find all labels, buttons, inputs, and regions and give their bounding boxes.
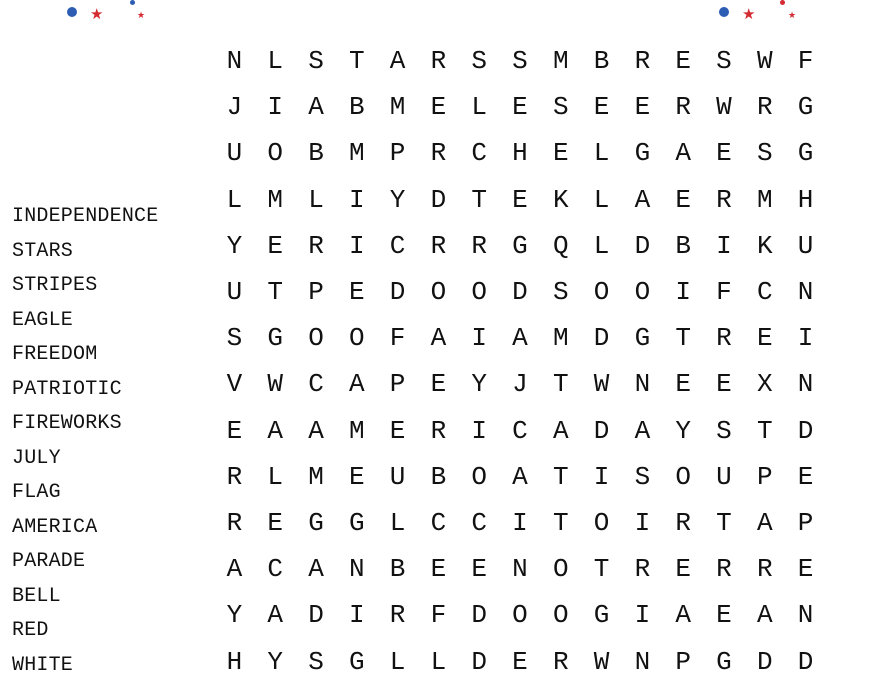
- grid-letter[interactable]: O: [430, 277, 447, 308]
- grid-letter[interactable]: E: [675, 46, 691, 77]
- grid-row: [214, 408, 826, 454]
- grid-letter[interactable]: G: [634, 138, 651, 169]
- grid-row: [214, 315, 826, 361]
- grid-letter[interactable]: M: [267, 184, 283, 215]
- word-list-item: FREEDOM: [12, 343, 98, 366]
- grid-letter[interactable]: E: [756, 323, 773, 354]
- word-list-item: PARADE: [12, 550, 86, 573]
- grid-row: [214, 269, 826, 315]
- grid-letter[interactable]: O: [552, 600, 569, 631]
- grid-letter[interactable]: R: [430, 230, 447, 261]
- word-list-item: RED: [12, 619, 49, 642]
- grid-letter[interactable]: H: [512, 138, 528, 169]
- grid-letter[interactable]: E: [512, 646, 528, 677]
- grid-letter[interactable]: L: [593, 138, 610, 169]
- grid-row: [214, 592, 826, 638]
- grid-row: [214, 454, 826, 500]
- grid-letter[interactable]: A: [512, 323, 528, 354]
- grid-letter[interactable]: L: [593, 230, 610, 261]
- grid-letter[interactable]: K: [552, 184, 569, 215]
- grid-letter[interactable]: D: [634, 230, 651, 261]
- grid-letter[interactable]: A: [308, 415, 324, 446]
- grid-letter[interactable]: A: [348, 369, 365, 400]
- grid-letter[interactable]: C: [267, 554, 283, 585]
- grid-letter[interactable]: R: [675, 92, 691, 123]
- grid-letter[interactable]: T: [552, 369, 569, 400]
- grid-letter[interactable]: S: [226, 323, 243, 354]
- grid-letter[interactable]: G: [797, 92, 814, 123]
- grid-letter[interactable]: G: [797, 138, 814, 169]
- grid-letter[interactable]: R: [430, 415, 447, 446]
- grid-letter[interactable]: D: [389, 277, 406, 308]
- grid-letter[interactable]: D: [797, 646, 814, 677]
- grid-letter[interactable]: Y: [226, 230, 243, 261]
- grid-letter[interactable]: E: [471, 554, 487, 585]
- grid-letter[interactable]: C: [308, 369, 324, 400]
- star-icon: ★: [788, 11, 797, 21]
- grid-letter[interactable]: L: [471, 92, 487, 123]
- grid-letter[interactable]: S: [716, 415, 732, 446]
- grid-letter[interactable]: T: [267, 277, 283, 308]
- grid-letter[interactable]: G: [716, 646, 732, 677]
- grid-letter[interactable]: A: [756, 507, 773, 538]
- grid-letter[interactable]: I: [471, 415, 487, 446]
- grid-letter[interactable]: G: [512, 230, 528, 261]
- grid-letter[interactable]: A: [634, 184, 651, 215]
- grid-letter[interactable]: A: [756, 600, 773, 631]
- grid-letter[interactable]: T: [675, 323, 691, 354]
- grid-letter[interactable]: Y: [675, 415, 691, 446]
- grid-letter[interactable]: I: [593, 461, 610, 492]
- grid-letter[interactable]: D: [512, 277, 528, 308]
- grid-letter[interactable]: L: [593, 184, 610, 215]
- grid-letter[interactable]: S: [634, 461, 651, 492]
- grid-letter[interactable]: W: [716, 92, 732, 123]
- grid-letter[interactable]: N: [226, 46, 243, 77]
- grid-letter[interactable]: R: [756, 554, 773, 585]
- grid-letter[interactable]: O: [267, 138, 283, 169]
- grid-letter[interactable]: W: [593, 646, 610, 677]
- grid-letter[interactable]: N: [797, 600, 814, 631]
- grid-letter[interactable]: R: [226, 461, 243, 492]
- grid-letter[interactable]: A: [675, 600, 691, 631]
- grid-letter[interactable]: E: [716, 600, 732, 631]
- grid-letter[interactable]: A: [512, 461, 528, 492]
- grid-letter[interactable]: E: [716, 138, 732, 169]
- grid-letter[interactable]: I: [797, 323, 814, 354]
- word-list-item: STARS: [12, 239, 74, 263]
- grid-letter[interactable]: Y: [471, 369, 487, 400]
- grid-letter[interactable]: E: [430, 369, 447, 400]
- grid-letter[interactable]: R: [716, 554, 732, 585]
- grid-letter[interactable]: I: [675, 277, 691, 308]
- grid-letter[interactable]: M: [389, 92, 406, 123]
- grid-letter[interactable]: N: [512, 554, 528, 585]
- grid-row: [214, 546, 826, 592]
- word-list-item: PATRIOTIC: [12, 377, 122, 401]
- grid-letter[interactable]: A: [267, 600, 283, 631]
- grid-letter[interactable]: A: [675, 138, 691, 169]
- grid-letter[interactable]: Y: [389, 184, 406, 215]
- grid-letter[interactable]: J: [226, 92, 243, 123]
- grid-letter[interactable]: D: [471, 600, 487, 631]
- grid-letter[interactable]: I: [512, 507, 528, 538]
- grid-letter[interactable]: U: [226, 277, 243, 308]
- grid-letter[interactable]: M: [348, 138, 365, 169]
- grid-letter[interactable]: A: [267, 415, 283, 446]
- grid-letter[interactable]: I: [471, 323, 487, 354]
- grid-letter[interactable]: I: [348, 230, 365, 261]
- dot-icon: [719, 7, 729, 17]
- grid-letter[interactable]: E: [675, 184, 691, 215]
- grid-letter[interactable]: T: [348, 46, 365, 77]
- grid-letter[interactable]: P: [389, 138, 406, 169]
- grid-letter[interactable]: A: [308, 92, 324, 123]
- grid-letter[interactable]: S: [552, 92, 569, 123]
- grid-letter[interactable]: R: [389, 600, 406, 631]
- grid-letter[interactable]: R: [308, 230, 324, 261]
- grid-letter[interactable]: X: [756, 369, 773, 400]
- grid-letter[interactable]: R: [552, 646, 569, 677]
- grid-letter[interactable]: R: [756, 92, 773, 123]
- grid-letter[interactable]: O: [308, 323, 324, 354]
- grid-letter[interactable]: J: [512, 369, 528, 400]
- grid-letter[interactable]: O: [348, 323, 365, 354]
- grid-letter[interactable]: I: [348, 184, 365, 215]
- word-list-item: WHITE: [12, 653, 74, 677]
- grid-row: [214, 84, 826, 130]
- grid-letter[interactable]: D: [430, 184, 447, 215]
- grid-row: [214, 638, 826, 684]
- grid-letter[interactable]: P: [308, 277, 324, 308]
- grid-row: [214, 130, 826, 176]
- grid-letter[interactable]: S: [308, 46, 324, 77]
- grid-letter[interactable]: T: [471, 184, 487, 215]
- grid-letter[interactable]: I: [634, 507, 651, 538]
- letter-grid: [214, 38, 826, 685]
- star-icon: ★: [742, 5, 756, 23]
- grid-row: [214, 177, 826, 223]
- grid-letter[interactable]: G: [593, 600, 610, 631]
- grid-letter[interactable]: P: [675, 646, 691, 677]
- grid-letter[interactable]: O: [593, 507, 610, 538]
- grid-letter[interactable]: R: [634, 46, 651, 77]
- grid-letter[interactable]: R: [430, 46, 447, 77]
- grid-letter[interactable]: G: [348, 507, 365, 538]
- grid-letter[interactable]: O: [552, 554, 569, 585]
- star-icon: ★: [137, 11, 146, 21]
- grid-letter[interactable]: E: [267, 507, 283, 538]
- grid-letter[interactable]: O: [471, 461, 487, 492]
- grid-letter[interactable]: T: [552, 461, 569, 492]
- grid-letter[interactable]: C: [471, 507, 487, 538]
- grid-letter[interactable]: U: [797, 230, 814, 261]
- grid-letter[interactable]: S: [756, 138, 773, 169]
- grid-letter[interactable]: S: [308, 646, 324, 677]
- grid-letter[interactable]: E: [226, 415, 243, 446]
- grid-letter[interactable]: S: [552, 277, 569, 308]
- grid-row: [214, 500, 826, 546]
- grid-letter[interactable]: Q: [552, 230, 569, 261]
- grid-letter[interactable]: N: [634, 369, 651, 400]
- grid-letter[interactable]: H: [797, 184, 814, 215]
- grid-letter[interactable]: B: [593, 46, 610, 77]
- grid-letter[interactable]: D: [756, 646, 773, 677]
- grid-letter[interactable]: Y: [267, 646, 283, 677]
- dot-icon: [130, 0, 135, 5]
- grid-letter[interactable]: H: [226, 646, 243, 677]
- grid-letter[interactable]: P: [389, 369, 406, 400]
- grid-letter[interactable]: E: [634, 92, 651, 123]
- grid-letter[interactable]: E: [348, 461, 365, 492]
- grid-letter[interactable]: I: [716, 230, 732, 261]
- grid-letter[interactable]: D: [308, 600, 324, 631]
- grid-letter[interactable]: O: [593, 277, 610, 308]
- grid-letter[interactable]: D: [593, 323, 610, 354]
- grid-letter[interactable]: C: [430, 507, 447, 538]
- grid-letter[interactable]: A: [430, 323, 447, 354]
- grid-letter[interactable]: G: [348, 646, 365, 677]
- grid-letter[interactable]: P: [797, 507, 814, 538]
- grid-letter[interactable]: C: [389, 230, 406, 261]
- word-list-item: JULY: [12, 446, 61, 470]
- word-list-item: EAGLE: [12, 308, 74, 332]
- word-list-item: STRIPES: [12, 274, 98, 297]
- grid-letter[interactable]: D: [797, 415, 814, 446]
- grid-letter[interactable]: S: [512, 46, 528, 77]
- grid-letter[interactable]: C: [756, 277, 773, 308]
- grid-letter[interactable]: L: [430, 646, 447, 677]
- grid-letter[interactable]: P: [756, 461, 773, 492]
- grid-letter[interactable]: T: [716, 507, 732, 538]
- grid-letter[interactable]: N: [634, 646, 651, 677]
- grid-letter[interactable]: L: [389, 646, 406, 677]
- star-icon: ★: [90, 5, 104, 23]
- grid-letter[interactable]: F: [797, 46, 814, 77]
- grid-letter[interactable]: B: [430, 461, 447, 492]
- grid-letter[interactable]: R: [716, 323, 732, 354]
- grid-letter[interactable]: L: [267, 461, 283, 492]
- grid-letter[interactable]: M: [552, 46, 569, 77]
- grid-letter[interactable]: A: [634, 415, 651, 446]
- grid-letter[interactable]: A: [389, 46, 406, 77]
- grid-letter[interactable]: L: [308, 184, 324, 215]
- grid-letter[interactable]: M: [552, 323, 569, 354]
- grid-letter[interactable]: A: [308, 554, 324, 585]
- grid-letter[interactable]: E: [430, 554, 447, 585]
- grid-letter[interactable]: E: [552, 138, 569, 169]
- grid-letter[interactable]: E: [797, 461, 814, 492]
- grid-row: [214, 38, 826, 84]
- grid-letter[interactable]: V: [226, 369, 243, 400]
- grid-letter[interactable]: A: [226, 554, 243, 585]
- dot-icon: [67, 7, 77, 17]
- grid-letter[interactable]: G: [634, 323, 651, 354]
- dot-icon: [780, 0, 785, 5]
- grid-letter[interactable]: S: [716, 46, 732, 77]
- grid-letter[interactable]: R: [430, 138, 447, 169]
- grid-letter[interactable]: L: [267, 46, 283, 77]
- grid-letter[interactable]: M: [756, 184, 773, 215]
- word-list-item: FLAG: [12, 481, 61, 504]
- grid-letter[interactable]: E: [389, 415, 406, 446]
- grid-letter[interactable]: O: [634, 277, 651, 308]
- grid-letter[interactable]: G: [308, 507, 324, 538]
- grid-letter[interactable]: L: [389, 507, 406, 538]
- grid-letter[interactable]: O: [675, 461, 691, 492]
- grid-letter[interactable]: O: [512, 600, 528, 631]
- grid-letter[interactable]: D: [593, 415, 610, 446]
- grid-letter[interactable]: Y: [226, 600, 243, 631]
- grid-letter[interactable]: F: [430, 600, 447, 631]
- grid-letter[interactable]: T: [593, 554, 610, 585]
- grid-letter[interactable]: I: [348, 600, 365, 631]
- word-list-item: INDEPENDENCE: [12, 205, 159, 228]
- grid-letter[interactable]: R: [675, 507, 691, 538]
- grid-letter[interactable]: N: [797, 277, 814, 308]
- grid-letter[interactable]: I: [634, 600, 651, 631]
- grid-letter[interactable]: E: [675, 369, 691, 400]
- grid-letter[interactable]: M: [308, 461, 324, 492]
- grid-letter[interactable]: R: [226, 507, 243, 538]
- word-list-item: AMERICA: [12, 515, 98, 539]
- grid-letter[interactable]: E: [512, 184, 528, 215]
- grid-letter[interactable]: O: [471, 277, 487, 308]
- grid-letter[interactable]: B: [348, 92, 365, 123]
- grid-letter[interactable]: C: [512, 415, 528, 446]
- grid-letter[interactable]: I: [267, 92, 283, 123]
- grid-letter[interactable]: D: [471, 646, 487, 677]
- grid-letter[interactable]: E: [675, 554, 691, 585]
- grid-letter[interactable]: E: [267, 230, 283, 261]
- grid-letter[interactable]: N: [348, 554, 365, 585]
- grid-letter[interactable]: B: [308, 138, 324, 169]
- grid-letter[interactable]: W: [593, 369, 610, 400]
- word-list-item: FIREWORKS: [12, 412, 122, 435]
- grid-letter[interactable]: A: [552, 415, 569, 446]
- grid-letter[interactable]: U: [716, 461, 732, 492]
- word-list: [12, 200, 158, 683]
- grid-letter[interactable]: E: [593, 92, 610, 123]
- grid-letter[interactable]: U: [389, 461, 406, 492]
- grid-letter[interactable]: U: [226, 138, 243, 169]
- grid-letter[interactable]: R: [716, 184, 732, 215]
- grid-letter[interactable]: E: [348, 277, 365, 308]
- grid-letter[interactable]: K: [756, 230, 773, 261]
- grid-letter[interactable]: W: [756, 46, 773, 77]
- grid-letter[interactable]: B: [675, 230, 691, 261]
- grid-letter[interactable]: T: [756, 415, 773, 446]
- grid-letter[interactable]: L: [226, 184, 243, 215]
- grid-row: [214, 361, 826, 407]
- grid-letter[interactable]: T: [552, 507, 569, 538]
- grid-letter[interactable]: C: [471, 138, 487, 169]
- grid-letter[interactable]: F: [389, 323, 406, 354]
- grid-letter[interactable]: E: [512, 92, 528, 123]
- grid-letter[interactable]: G: [267, 323, 283, 354]
- grid-letter[interactable]: M: [348, 415, 365, 446]
- grid-letter[interactable]: B: [389, 554, 406, 585]
- grid-letter[interactable]: F: [716, 277, 732, 308]
- grid-letter[interactable]: E: [716, 369, 732, 400]
- grid-row: [214, 223, 826, 269]
- grid-letter[interactable]: S: [471, 46, 487, 77]
- grid-letter[interactable]: W: [267, 369, 283, 400]
- grid-letter[interactable]: R: [634, 554, 651, 585]
- grid-letter[interactable]: R: [471, 230, 487, 261]
- grid-letter[interactable]: E: [430, 92, 447, 123]
- grid-letter[interactable]: E: [797, 554, 814, 585]
- grid-letter[interactable]: N: [797, 369, 814, 400]
- word-list-item: BELL: [12, 584, 61, 608]
